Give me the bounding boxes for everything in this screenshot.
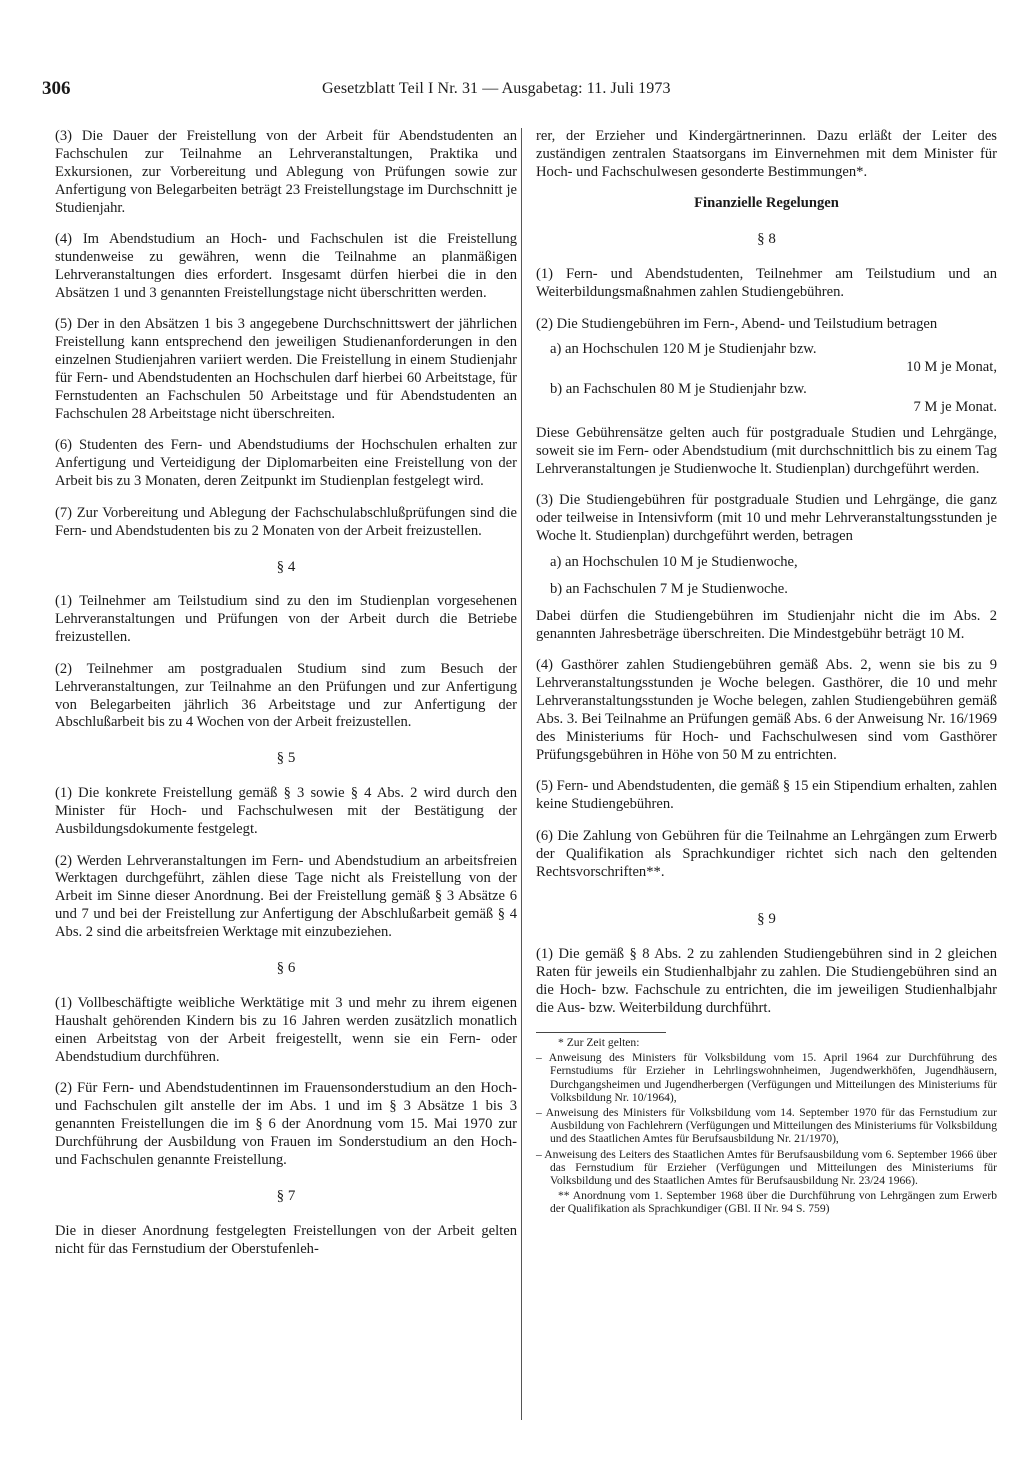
heading-finanzielle-regelungen: Finanzielle Regelungen: [694, 195, 839, 212]
list-item-8-2a-text: a) an Hochschulen 120 M je Studienjahr bzw.: [550, 341, 817, 358]
list-item-8-2b: [550, 381, 997, 417]
paragraph-8-2-continued: Diese Gebührensätze gelten auch für postgraduale Studien und Lehrgänge, soweit sie im Fern- oder Abendstudium (mit durchschnittlich bis zu einem Tag Lehrveranstaltungen je Studienwoche lt. Studienplan) durchgeführt werden.: [536, 425, 997, 477]
footnote-rule: [536, 1032, 666, 1033]
right-column: [536, 128, 997, 1216]
paragraph-5-2: (2) Werden Lehrveranstaltungen im Fern- und Abendstudium an arbeitsfreien Werktagen durchgeführt, zählen diese Tage nicht als Freistellung von der Arbeit im Sinne dieser Anordnung. Bei der Freistellung gemäß § 3 Absätze 6 und 7 und bei der Freistellung zur Anfertigung der Abschlußarbeit gemäß § 4 Abs. 2 sind die arbeitsfreien Werktage mit einzubeziehen.: [55, 852, 517, 941]
paragraph-7-continued: rer, der Erzieher und Kindergärtnerinnen. Dazu erläßt der Leiter des zuständigen zentralen Staatsorgans im Einvernehmen mit dem Minister für Hoch- und Fachschulwesen gesonderte Bestimmungen*.: [536, 128, 997, 180]
paragraph-9-1: (1) Die gemäß § 8 Abs. 2 zu zahlenden Studiengebühren sind in 2 gleichen Raten für jeweils ein Studienhalbjahr zu zahlen. Die Studiengebühren sind an die Hoch- bzw. Fachschule zu entrichten, die im jeweiligen Studienhalbjahr die Aus- bzw. Weiterbildung durchführt.: [536, 946, 997, 1017]
paragraph-5-1: (1) Die konkrete Freistellung gemäß § 3 sowie § 4 Abs. 2 wird durch den Minister für Hoch- und Fachschulwesen mit der Bestätigung der Ausbildungsdokumente festgelegt.: [55, 785, 517, 838]
list-item-8-3a: a) an Hochschulen 10 M je Studienwoche,: [550, 554, 798, 571]
list-item-8-2b-text: b) an Fachschulen 80 M je Studienjahr bzw.: [550, 381, 807, 398]
paragraph-6-2: (2) Für Fern- und Abendstudentinnen im Frauensonderstudium an den Hoch- und Fachschulen gilt anstelle der im Abs. 1 und im § 3 Absätze 1 bis 3 genannten Freistellungen die im § 6 der Anordnung vom 15. Mai 1970 zur Durchführung der Ausbildung von Frauen im Sonderstudium an den Hoch- und Fachschulen genannte Freistellung.: [55, 1080, 517, 1168]
section-4-heading: § 4: [276, 558, 296, 575]
paragraph-3-4: (4) Im Abendstudium an Hoch- und Fachschulen ist die Freistellung stundenweise zu gewähren, wenn die Teilnahme an planmäßigen Lehrveranstaltungen dies erfordert. Insgesamt dürfen hierbei die in den Absätzen 1 und 3 genannten Freistellungstage nicht überschritten werden.: [55, 231, 517, 301]
footnote-intro: * Zur Zeit gelten:: [558, 1036, 640, 1049]
footnotes: [536, 1036, 997, 1216]
paragraph-8-1: (1) Fern- und Abendstudenten, Teilnehmer am Teilstudium und an Weiterbildungsmaßnahmen zahlen Studiengebühren.: [536, 266, 997, 301]
footnote-item: – Anweisung des Leiters des Staatlichen Amtes für Berufsausbildung vom 6. September 1966 über das Fernstudium für Erzieher (Verfügungen und Mitteilungen des Ministeriums für Volksbildung und des Staatlichen Amtes für Berufsausbildung Nr. 23/24 1966).: [536, 1147, 997, 1188]
list-item-8-2b-amount: 7 M je Monat.: [913, 399, 997, 416]
section-6-heading: § 6: [276, 960, 296, 977]
paragraph-6-1: (1) Vollbeschäftigte weibliche Werktätige mit 3 und mehr zu ihrem eigenen Haushalt gehörenden Kindern bis zu 16 Jahren werden zusätzlich monatlich einen Arbeitstag von der Arbeit freigestellt, wenn sie ein Fern- oder Abendstudium durchführen.: [55, 995, 517, 1065]
paragraph-8-3: (3) Die Studiengebühren für postgraduale Studien und Lehrgänge, die ganz oder teilweise in Intensivform (mit 10 und mehr Lehrveranstaltungsstunden je Woche lt. Studienplan) durchgeführt werden, betragen: [536, 492, 997, 545]
paragraph-8-5: (5) Fern- und Abendstudenten, die gemäß § 15 ein Stipendium erhalten, zahlen keine Studiengebühren.: [536, 778, 997, 813]
paragraph-4-2: (2) Teilnehmer am postgradualen Studium sind zum Besuch der Lehrveranstaltungen, zur Teilnahme an den Prüfungen und zur Anfertigung von Belegarbeiten jährlich 36 Arbeitstage und zur Anfertigung der Abschlußarbeit bis zu 4 Wochen von der Arbeit freizustellen.: [55, 660, 517, 731]
footnote-item: – Anweisung des Ministers für Volksbildung vom 14. September 1970 für das Fernstudium zur Ausbildung von Fachlehrern (Verfügungen und Mitteilungen des Ministeriums für Volksbildung und des Staatlichen Amtes für Berufsausbildung Nr. 21/1970),: [536, 1106, 997, 1146]
column-divider: [521, 128, 522, 1420]
running-head: Gesetzblatt Teil I Nr. 31 — Ausgabetag: 11. Juli 1973: [322, 80, 671, 97]
paragraph-8-2: (2) Die Studiengebühren im Fern-, Abend- und Teilstudium betragen: [536, 315, 938, 332]
paragraph-3-6: (6) Studenten des Fern- und Abendstudiums der Hochschulen erhalten zur Anfertigung und Verteidigung der Diplomarbeiten eine Freistellung von der Arbeit bis zu 3 Monaten, deren Zeitpunkt im Studienplan festgelegt wird.: [55, 437, 517, 490]
paragraph-8-4: (4) Gasthörer zahlen Studiengebühren gemäß Abs. 2, wenn sie bis zu 9 Lehrveranstaltungsstunden je Woche belegen. Gasthörer, die 10 und mehr Lehrveranstaltungsstunden je Woche belegen, zahlen Studiengebühren gemäß Abs. 3. Bei Teilnahme an Prüfungen gemäß Abs. 6 der Anweisung Nr. 16/1969 des Ministeriums für Hoch- und Fachschulwesen sind vom Gasthörer Prüfungsgebühren in Höhe von 50 M zu entrichten.: [536, 657, 997, 763]
paragraph-4-1: (1) Teilnehmer am Teilstudium sind zu den im Studienplan vorgesehenen Lehrveranstaltungen und Prüfungen von der Arbeit durch die Betriebe freizustellen.: [55, 593, 517, 646]
list-item-8-3b: b) an Fachschulen 7 M je Studienwoche.: [550, 581, 788, 597]
footnote-double-star: ** Anordnung vom 1. September 1968 über die Durchführung von Lehrgängen zum Erwerb der Qualifikation als Sprachkundiger (GBl. II Nr. 94 S. 759): [550, 1189, 997, 1216]
footnote-item: – Anweisung des Ministers für Volksbildung vom 15. April 1964 zur Durchführung des Fernstudiums für Erzieher in Lehrlingswohnheimen, Jugendwerkhöfen, Jugendhäusern, Durchgangsheimen und Jugendherbergen (Verfügungen und Mitteilungen des Ministeriums für Volksbildung Nr. 10/1964),: [536, 1051, 997, 1104]
page-number: 306: [42, 78, 71, 99]
paragraph-3-7: (7) Zur Vorbereitung und Ablegung der Fachschulabschlußprüfungen sind die Fern- und Abendstudenten bis zu 2 Monaten von der Arbeit freizustellen.: [55, 504, 517, 539]
paragraph-3-5: (5) Der in den Absätzen 1 bis 3 angegebene Durchschnittswert der jährlichen Freistellung kann entsprechend den jeweiligen Studienanforderungen in den einzelnen Studienjahren variiert werden. Die Freistellung in einem Studienjahr für Fern- und Abendstudenten an Hochschulen darf hierbei 60 Arbeitstage, für Fernstudenten an Fachschulen 50 Arbeitstage und für Abendstudenten an Fachschulen 28 Arbeitstage nicht überschreiten.: [55, 316, 517, 422]
paragraph-8-3-continued: Dabei dürfen die Studiengebühren im Studienjahr nicht die im Abs. 2 genannten Jahresbeträge überschreiten. Die Mindestgebühr beträgt 10 M.: [536, 607, 997, 642]
section-8-heading: § 8: [757, 231, 776, 248]
list-item-8-2a-amount: 10 M je Monat,: [906, 359, 997, 376]
paragraph-7: Die in dieser Anordnung festgelegten Freistellungen von der Arbeit gelten nicht für das Fernstudium der Oberstufenleh-: [55, 1222, 517, 1257]
section-9-heading: § 9: [757, 911, 776, 928]
section-5-heading: § 5: [276, 750, 296, 767]
section-7-heading: § 7: [276, 1187, 296, 1204]
paragraph-3-3: (3) Die Dauer der Freistellung von der Arbeit für Abendstudenten an Fachschulen zur Teilnahme an Lehrveranstaltungen, Praktika und Exkursionen, zur Vorbereitung und Ablegung von Prüfungen sowie zur Anfertigung von Belegarbeiten beträgt 23 Freistellungstage im Durchschnitt je Studienjahr.: [55, 128, 517, 216]
list-item-8-2a: [550, 341, 997, 377]
paragraph-8-6: (6) Die Zahlung von Gebühren für die Teilnahme an Lehrgängen zum Erwerb der Qualifikation als Sprachkundiger richtet sich nach den geltenden Rechtsvorschriften**.: [536, 827, 997, 880]
left-column: [55, 128, 517, 1272]
